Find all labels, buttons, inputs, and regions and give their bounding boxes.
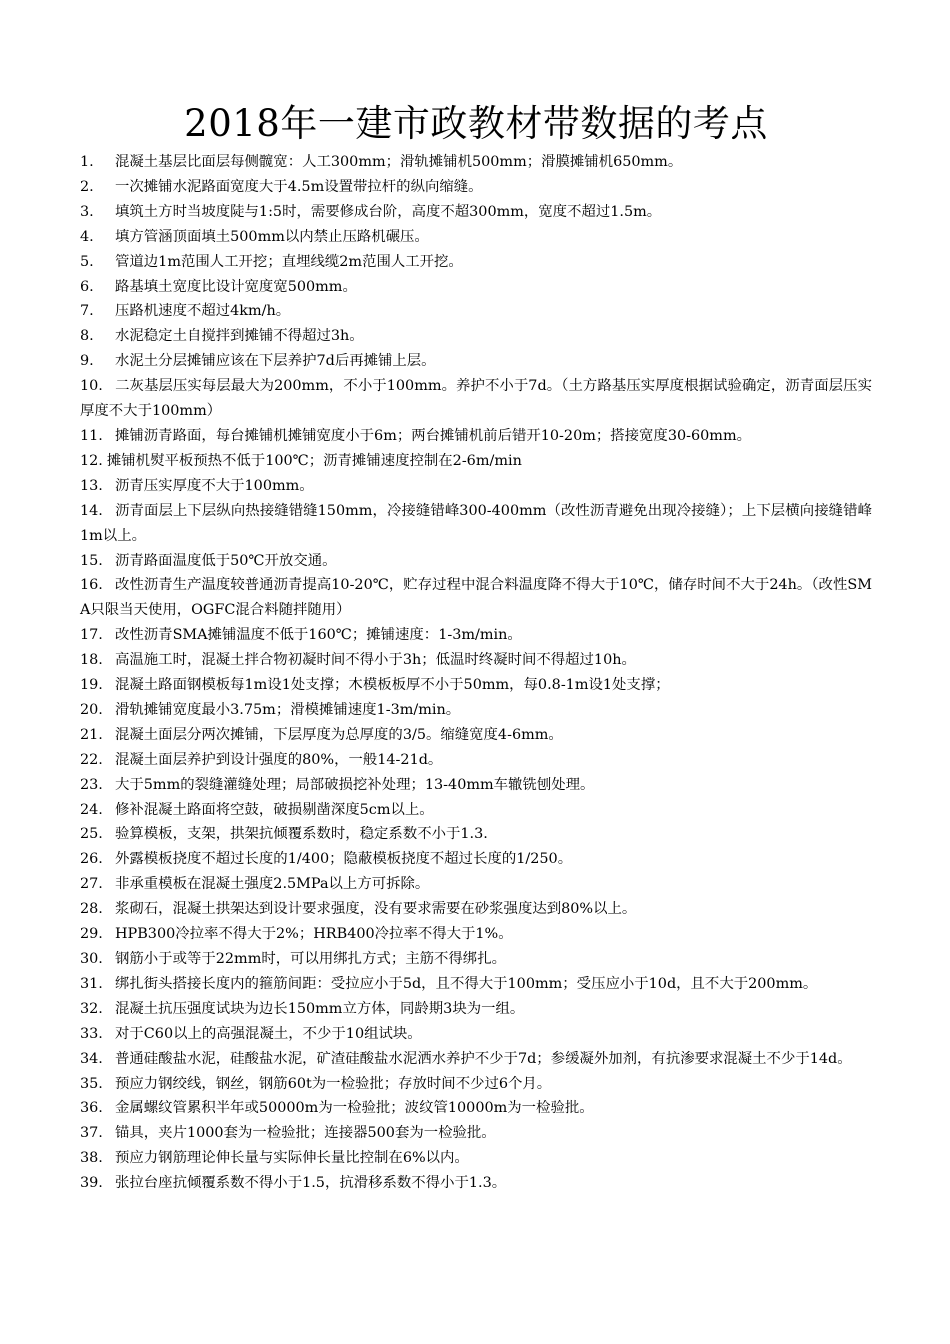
item-text: 填方管涵顶面填土500mm以内禁止压路机碾压。 xyxy=(115,228,429,245)
item-text: 二灰基层压实每层最大为200mm，不小于100mm。养护不小于7d。（土方路基压实厚度根据试验确定，沥青面层压实厚度不大于100mm） xyxy=(80,378,872,420)
list-item xyxy=(80,972,872,997)
item-text: 浆砌石，混凝土拱架达到设计要求强度，没有要求需要在砂浆强度达到80%以上。 xyxy=(115,901,637,918)
item-text: 压路机速度不超过4km/h。 xyxy=(115,303,291,320)
list-item xyxy=(80,997,872,1022)
page-title: 2018年一建市政教材带数据的考点 xyxy=(184,102,768,145)
item-number: 18. xyxy=(80,652,103,669)
item-text: 混凝土面层养护到设计强度的80%，一般14-21d。 xyxy=(115,751,443,768)
list-item xyxy=(80,1047,872,1072)
list-item xyxy=(80,1022,872,1047)
item-number: 13. xyxy=(80,477,103,494)
list-item xyxy=(80,474,872,499)
item-number: 35. xyxy=(80,1075,103,1092)
item-number: 30. xyxy=(80,951,103,967)
item-number: 14. xyxy=(80,502,103,519)
item-text: 修补混凝土路面将空鼓，破损剔凿深度5cm以上。 xyxy=(115,801,434,818)
item-number: 37. xyxy=(80,1125,103,1142)
item-text: 混凝土抗压强度试块为边长150mm立方体，同龄期3块为一组。 xyxy=(115,1000,525,1017)
list-item xyxy=(80,275,872,300)
item-text: 对于C60以上的高强混凝土，不少于10组试块。 xyxy=(115,1025,422,1042)
item-number: 6. xyxy=(80,278,94,295)
item-number: 23. xyxy=(80,776,103,793)
list-item xyxy=(80,723,872,748)
item-number: 24. xyxy=(80,801,103,818)
item-text: 沥青面层上下层纵向热接缝错缝150mm，冷接缝错峰300-400mm（改性沥青避免出现冷接缝）；上下层横向接缝错峰1m以上。 xyxy=(80,502,872,544)
list-item xyxy=(80,798,872,823)
list-item xyxy=(80,673,872,698)
item-number: 8. xyxy=(80,328,94,345)
list-item xyxy=(80,847,872,872)
list-item xyxy=(80,947,872,972)
item-number: 36. xyxy=(80,1100,103,1117)
list-item xyxy=(80,499,872,549)
item-number: 26. xyxy=(80,851,103,868)
item-text: 验算模板，支架，拱架抗倾覆系数时，稳定系数不小于1.3. xyxy=(115,826,488,843)
item-text: 管道边1m范围人工开挖；直埋线缆2m范围人工开挖。 xyxy=(115,253,463,270)
item-number: 25. xyxy=(80,826,103,843)
list-item xyxy=(80,748,872,773)
item-text: 沥青压实厚度不大于100mm。 xyxy=(115,477,314,494)
item-text: HPB300冷拉率不得大于2%；HRB400冷拉率不得大于1%。 xyxy=(115,926,513,943)
item-number: 2. xyxy=(80,178,94,195)
list-item xyxy=(80,200,872,225)
item-text: 摊铺机熨平板预热不低于100℃；沥青摊铺速度控制在2-6m/min xyxy=(106,452,522,469)
item-number: 19. xyxy=(80,677,103,694)
item-number: 28. xyxy=(80,901,103,918)
list-item xyxy=(80,250,872,275)
item-text: 绑扎街头搭接长度内的箍筋间距：受拉应小于5d，且不得大于100mm；受压应小于10d，且不大于200mm。 xyxy=(115,975,818,992)
item-number: 5. xyxy=(80,253,94,270)
item-number: 4. xyxy=(80,228,94,245)
item-text: 混凝土面层分两次摊铺，下层厚度为总厚度的3/5。缩缝宽度4-6mm。 xyxy=(115,726,563,743)
item-number: 11. xyxy=(80,427,103,444)
item-text: 普通硅酸盐水泥，硅酸盐水泥，矿渣硅酸盐水泥洒水养护不少于7d；参缓凝外加剂，有抗渗要求混凝土不少于14d。 xyxy=(115,1050,852,1067)
list-item xyxy=(80,1121,872,1146)
item-number: 20. xyxy=(80,701,103,718)
item-number: 31. xyxy=(80,975,103,992)
item-number: 34. xyxy=(80,1050,103,1067)
item-number: 3. xyxy=(80,203,94,220)
key-points-list xyxy=(80,150,872,1196)
item-text: 非承重模板在混凝土强度2.5MPa以上方可拆除。 xyxy=(115,876,430,893)
item-text: 改性沥青生产温度较普通沥青提高10-20℃，贮存过程中混合料温度降不得大于10℃，储存时间不大于24h。（改性SMA只限当天使用，OGFC混合料随拌随用） xyxy=(80,577,872,619)
item-text: 金属螺纹管累积半年或50000m为一检验批；波纹管10000m为一检验批。 xyxy=(115,1100,594,1117)
item-number: 7. xyxy=(80,303,94,320)
item-text: 填筑土方时当坡度陡与1:5时，需要修成台阶，高度不超300mm，宽度不超过1.5m。 xyxy=(115,203,662,220)
item-text: 滑轨摊铺宽度最小3.75m；滑模摊铺速度1-3m/min。 xyxy=(115,701,461,718)
list-item xyxy=(80,1072,872,1097)
item-number: 32. xyxy=(80,1000,103,1017)
item-text: 水泥土分层摊铺应该在下层养护7d后再摊铺上层。 xyxy=(115,353,436,370)
item-text: 大于5mm的裂缝灌缝处理；局部破损挖补处理；13-40mm车辙铣刨处理。 xyxy=(115,776,595,793)
document-page xyxy=(80,98,872,1196)
list-item xyxy=(80,773,872,798)
item-number: 22. xyxy=(80,751,103,768)
list-item xyxy=(80,349,872,374)
list-item xyxy=(80,225,872,250)
list-item xyxy=(80,897,872,922)
list-item xyxy=(80,324,872,349)
item-text: 预应力钢绞线，钢丝，钢筋60t为一检验批；存放时间不少过6个月。 xyxy=(115,1075,552,1092)
list-item xyxy=(80,1171,872,1196)
item-text: 张拉台座抗倾覆系数不得小于1.5，抗滑移系数不得小于1.3。 xyxy=(115,1175,507,1192)
item-number: 38. xyxy=(80,1150,103,1167)
item-text: 外露模板挠度不超过长度的1/400；隐蔽模板挠度不超过长度的1/250。 xyxy=(115,851,573,868)
item-number: 17. xyxy=(80,627,103,644)
list-item xyxy=(80,822,872,847)
item-number: 16. xyxy=(80,577,103,594)
item-text: 水泥稳定土自搅拌到摊铺不得超过3h。 xyxy=(115,328,364,345)
list-item xyxy=(80,648,872,673)
item-number: 33. xyxy=(80,1025,103,1042)
item-number: 39. xyxy=(80,1175,103,1192)
item-number: 10. xyxy=(80,378,103,395)
list-item xyxy=(80,872,872,897)
list-item xyxy=(80,299,872,324)
item-text: 钢筋小于或等于22mm时，可以用绑扎方式；主筋不得绑扎。 xyxy=(115,951,506,967)
item-number: 15. xyxy=(80,552,103,569)
item-text: 混凝土基层比面层每侧髋宽：人工300mm；滑轨摊铺机500mm；滑膜摊铺机650mm。 xyxy=(115,154,683,170)
list-item xyxy=(80,922,872,947)
list-item xyxy=(80,424,872,449)
item-number: 1. xyxy=(80,154,94,170)
list-item xyxy=(80,150,872,175)
item-text: 混凝土路面钢模板每1m设1处支撑；木模板板厚不小于50mm，每0.8-1m设1处支撑； xyxy=(115,677,670,694)
item-number: 12. xyxy=(80,452,103,469)
list-item xyxy=(80,374,872,424)
item-text: 沥青路面温度低于50℃开放交通。 xyxy=(115,552,337,569)
list-item xyxy=(80,573,872,623)
item-text: 锚具，夹片1000套为一检验批；连接器500套为一检验批。 xyxy=(115,1125,496,1142)
list-item xyxy=(80,698,872,723)
item-text: 一次摊铺水泥路面宽度大于4.5m设置带拉杆的纵向缩缝。 xyxy=(115,178,483,195)
item-text: 摊铺沥青路面，每台摊铺机摊铺宽度小于6m；两台摊铺机前后错开10-20m；搭接宽度30-60mm。 xyxy=(115,427,751,444)
list-item xyxy=(80,623,872,648)
item-text: 改性沥青SMA摊铺温度不低于160℃；摊铺速度：1-3m/min。 xyxy=(115,627,522,644)
list-item xyxy=(80,549,872,574)
item-number: 9. xyxy=(80,353,94,370)
item-number: 21. xyxy=(80,726,103,743)
item-number: 27. xyxy=(80,876,103,893)
item-text: 预应力钢筋理论伸长量与实际伸长量比控制在6%以内。 xyxy=(115,1150,469,1167)
item-text: 高温施工时，混凝土拌合物初凝时间不得小于3h；低温时终凝时间不得超过10h。 xyxy=(115,652,636,669)
list-item xyxy=(80,449,872,474)
item-number: 29. xyxy=(80,926,103,943)
item-text: 路基填土宽度比设计宽度宽500mm。 xyxy=(115,278,357,295)
list-item xyxy=(80,1146,872,1171)
list-item xyxy=(80,175,872,200)
list-item xyxy=(80,1096,872,1121)
